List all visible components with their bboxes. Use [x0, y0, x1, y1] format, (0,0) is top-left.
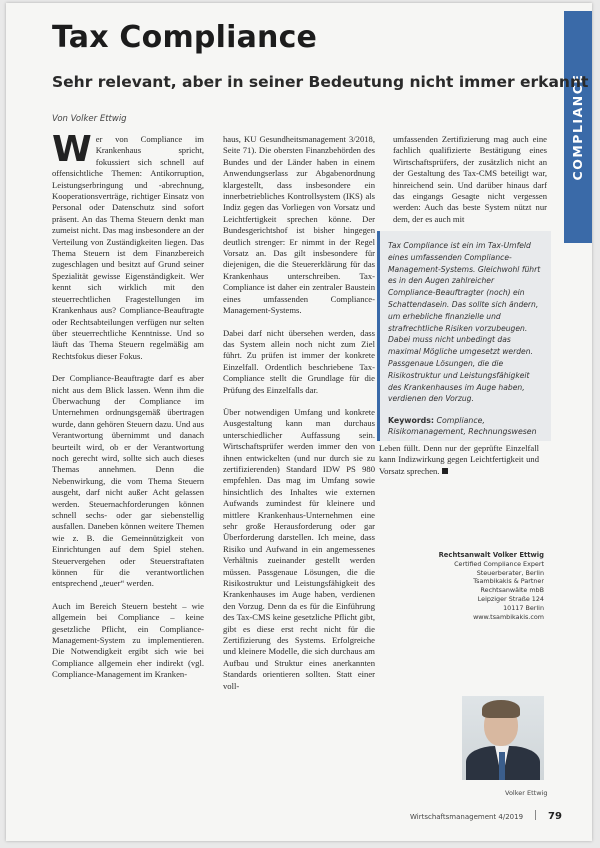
bio-line: www.tsambikakis.com — [473, 612, 544, 621]
paragraph-text: Leben füllt. Denn nur der geprüfte Einzelfall kann Indizwirkung gegen Leichtfertigkeit und Vorsatz sprechen. — [379, 443, 539, 476]
paragraph: Der Compliance-Beauftragte darf es aber nicht aus dem Blick lassen. Wenn ihm die Überwachung der Compliance im Unternehmen ordnungsgemäß übertragen wurde, dann gehören Steuern dazu. Und aus Verantwortung übernimmt und danach beurteilt wird, ob er der Verantwortung noch gerecht wird, sollte sich auch dieses Themas annehmen. Denn die Nebenwirkung, die vom Thema Steuern ausgeht, darf nicht außer Acht gelassen werden. Steuernachforderungen können schnell sechs- oder gar siebenstellig ausfallen. Daneben können weitere Themen wie z. B. die Gemeinnützigkeit von Einrichtungen auf dem Spiel stehen. Steuervergehen oder Steuerstraftaten können für die verantwortlichen entsprechend „teuer“ werden. — [52, 373, 204, 589]
bio-line: Tsambikakis & Partner Rechtsanwälte mbB — [473, 577, 544, 595]
paragraph-text: er von Compliance im Krankenhaus spricht, fokussiert sich schnell auf offensichtliche Themen: Antikorruption, Leistungserbringung und -abrechnung, Kooperationsverträge, richtiger Einsatz von Personal oder Datenschutz sind sofort präsent. An das Thema Steuern denkt man zumeist nicht. Das mag insbesondere an der Verteilung von Zuständigkeiten liegen. Das Thema Steuern ist dem Finanzbereich zugeschlagen und besitzt auf Grund seiner Spezialität gewisse Eigenständigkeit. Wer kennt sich wirklich mit den steuerrechtlichen Fragestellungen im Krankenhaus aus? Compliance-Beauftragte oder Rechtsabteilungen verfügen nur selten über steuerrechtliche Kenntnisse. Und so läuft das Thema Steuern regelmäßig am Rechtsfokus dieser Fokus. — [52, 134, 204, 361]
author-bio — [426, 551, 544, 621]
paragraph — [52, 129, 204, 362]
article-subtitle: Sehr relevant, aber in seiner Bedeutung nicht immer erkannt — [52, 73, 589, 91]
photo-hair — [482, 700, 520, 718]
text-column-3 — [393, 134, 547, 236]
section-tab-label: COMPLIANCE — [570, 73, 585, 181]
photo-caption: Volker Ettwig — [505, 789, 548, 797]
text-column-3-end — [379, 443, 539, 488]
journal-page — [6, 3, 592, 841]
photo-tie — [499, 752, 505, 780]
author-photo — [462, 696, 544, 780]
paragraph: Auch im Bereich Steuern besteht – wie allgemein bei Compliance – keine gesetzliche Pflicht, ein Compliance-Management-System zu implementieren. Die Notwendigkeit ergibt sich wie bei Compliance allgemein eher indirekt (vgl. Compliance-Management im Kranken- — [52, 600, 204, 680]
author-byline: Von Volker Ettwig — [52, 114, 127, 124]
paragraph — [379, 443, 539, 477]
footer-divider — [535, 810, 536, 820]
paragraph: haus, KU Gesundheitsmanagement 3/2018, Seite 71). Die obersten Finanzbehörden des Bundes und der Länder haben in einem Anwendungserlass zur Abgabenordnung klargestellt, dass insbesondere ein innerbetriebliches Kontrollsystem (IKS) als Indiz gegen das Vorliegen von Vorsatz und Leichtfertigkeit sprechen könne. Der Bundesgerichtshof ist bisher hingegen deutlich strenger: Er nimmt in der Regel Vorsatz an. Das gilt insbesondere für diejenigen, die die Steuererklärung für das Krankenhaus unterschreiben. Tax-Compliance ist daher ein zentraler Baustein eines umfassenden Compliance-Management-Systems. — [223, 134, 375, 316]
keywords — [388, 415, 543, 437]
bio-line: Leipziger Straße 124 — [477, 594, 544, 603]
bio-line: Certified Compliance Expert — [454, 559, 544, 568]
text-column-1 — [52, 129, 204, 692]
paragraph: Dabei darf nicht übersehen werden, dass das System allein noch nicht zum Ziel führt. Zu prüfen ist immer der konkrete Einzelfall. Ordentlich beschriebene Tax-Compliance stellt die Grundlage für die Prüfung des Einzelfalls dar. — [223, 327, 375, 395]
article-title: Tax Compliance — [52, 20, 318, 55]
abstract-box — [377, 231, 551, 441]
paragraph: umfassenden Zertifizierung mag auch eine fachlich qualifizierte Bestätigung eines Wirtschaftsprüfers, der zusätzlich nicht an der Gestaltung des Tax-CMS beteiligt war, hinreichend sein. Und darüber hinaus darf das eingangs Gesagte nicht vergessen werden: Auch das beste System nützt nur dem, der es auch mit — [393, 134, 547, 224]
paragraph: Über notwendigen Umfang und konkrete Ausgestaltung kann man durchaus unterschiedlicher Auffassung sein. Wirtschaftsprüfer werden immer den von ihnen entwickelten (und nur durch sie zu zertifizierenden) Standard IDW PS 980 empfehlen. Das mag im Umfang sowie hinsichtlich des Inhaltes wie externen Aufwands zumindest für kleinere und mittlere Krankenhaus-Unternehmen eine sehr große Herausforderung oder gar Überforderung darstellen. Ich meine, dass Risiko und Aufwand in ein angemessenes Verhältnis zueinander gestellt werden müssen. Passgenaue Lösungen, die die Risikostruktur und Leistungsfähigkeit des Krankenhauses im Auge haben, verdienen den Vorzug. Denn da es für die Einführung des Tax-CMS keine gesetzliche Pflicht gibt, gibt es diese erst recht nicht für die Zertifizierung des Systems. Erfolgreiche und kleinere Modelle, die sich durchaus am Aufbau und Struktur eines anerkannten Standards orientieren sollten. Statt einer voll- — [223, 406, 375, 691]
page-number: 79 — [548, 811, 562, 822]
page-footer — [410, 810, 562, 822]
drop-cap: W — [52, 129, 92, 170]
bio-name: Rechtsanwalt Volker Ettwig — [438, 551, 544, 559]
abstract-text: Tax Compliance ist ein im Tax-Umfeld eines umfassenden Compliance-Management-Systems. Gleichwohl führt es in den Augen zahlreicher Compliance-Beauftragter (noch) ein Schattendasein. Das sollte sich ändern, um erhebliche finanzielle und strafrechtliche Risiken vorzubeugen. Dabei muss nicht unbedingt das maximal Mögliche umgesetzt werden. Passgenaue Lösungen, die die Risikostruktur und Leistungsfähigkeit des Krankenhauses im Auge haben, verdienen den Vorzug. — [388, 241, 541, 404]
bio-line: 10117 Berlin — [503, 603, 544, 612]
section-tab — [564, 11, 592, 243]
keywords-text: Compliance, Risikomanagement, Rechnungswesen — [388, 416, 537, 437]
text-column-2 — [223, 134, 375, 703]
journal-name: Wirtschaftsmanagement 4/2019 — [410, 813, 524, 821]
keywords-label: Keywords: — [388, 416, 435, 426]
end-mark-icon — [442, 468, 448, 474]
bio-line: Steuerberater, Berlin — [476, 568, 544, 577]
